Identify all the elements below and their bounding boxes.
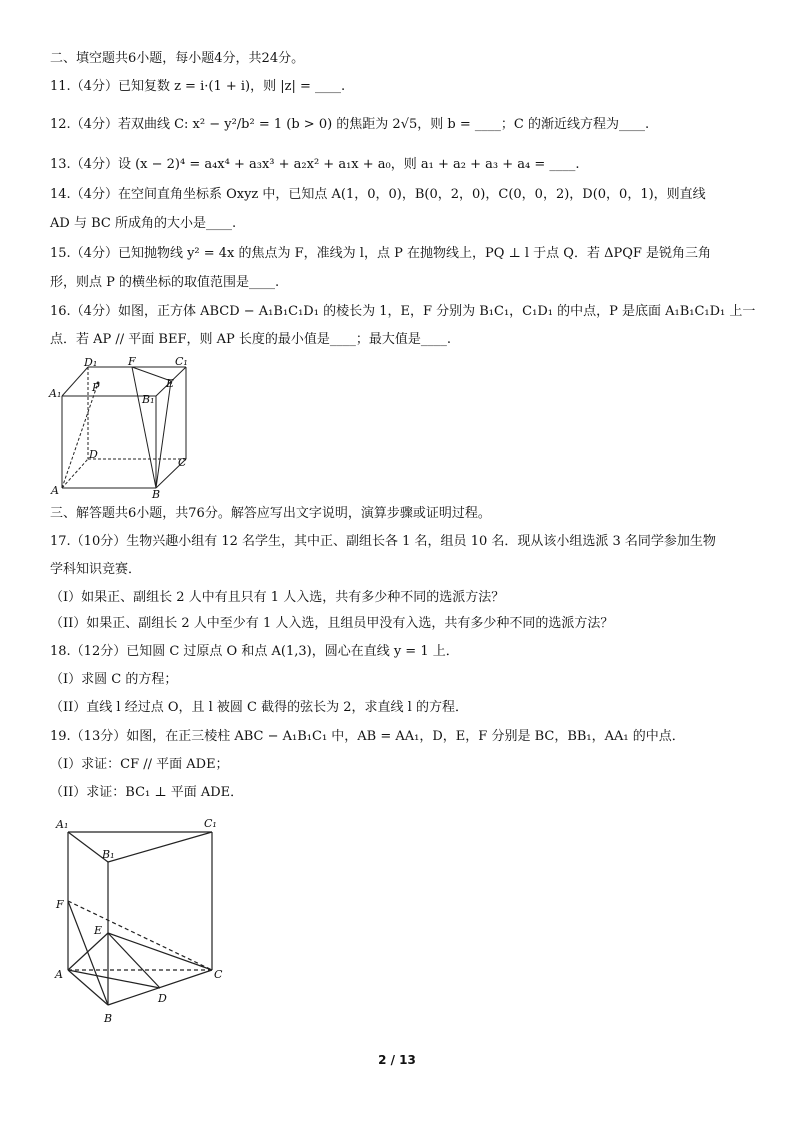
prism-label-a: A — [55, 968, 63, 981]
cube-label-d: D — [89, 448, 98, 461]
cube-label-d1: D₁ — [84, 356, 98, 369]
cube-label-f: F — [128, 355, 136, 368]
prism-label-d: D — [158, 992, 167, 1005]
question-19-part-1: （I）求证：CF // 平面 ADE； — [50, 757, 229, 772]
question-18-part-1: （I）求圆 C 的方程； — [50, 672, 178, 687]
prism-label-c: C — [214, 968, 223, 981]
cube-label-c: C — [178, 456, 187, 469]
question-18-line-1: 18.（12分）已知圆 C 过原点 O 和点 A(1,3)，圆心在直线 y = 1 上． — [50, 644, 459, 659]
prism-label-b1: B₁ — [102, 848, 115, 861]
question-16-line-2: 点．若 AP // 平面 BEF，则 AP 长度的最小值是____；最大值是____. — [50, 332, 452, 347]
cube-label-p: P — [92, 381, 100, 394]
question-14-line-1: 14.（4分）在空间直角坐标系 Oxyz 中，已知点 A(1，0，0)，B(0，2，0)，C(0，0，2)，D(0，0，1)，则直线 — [50, 187, 706, 202]
prism-label-e: E — [94, 924, 103, 937]
page-number: 2 / 13 — [378, 1053, 416, 1067]
prism-label-c1: C₁ — [204, 817, 217, 830]
cube-figure — [48, 355, 198, 500]
question-19-part-2: （II）求证：BC₁ ⊥ 平面 ADE． — [50, 785, 244, 800]
question-15-line-2: 形，则点 P 的横坐标的取值范围是____. — [50, 275, 280, 290]
prism-figure — [50, 812, 230, 1027]
solve-section-header: 三、解答题共6小题，共76分。解答应写出文字说明，演算步骤或证明过程。 — [50, 506, 491, 521]
cube-label-b1: B₁ — [142, 393, 155, 406]
prism-label-a1: A₁ — [56, 818, 69, 831]
prism-label-b: B — [104, 1012, 113, 1025]
question-18-part-2: （II）直线 l 经过点 O，且 l 被圆 C 截得的弦长为 2，求直线 l 的方程． — [50, 700, 468, 715]
question-12: 12.（4分）若双曲线 C: x² − y²/b² = 1 (b > 0) 的焦距为 2√5，则 b = ____；C 的渐近线方程为____. — [50, 117, 650, 132]
question-17-line-2: 学科知识竞赛． — [50, 562, 142, 577]
cube-label-a1: A₁ — [49, 387, 62, 400]
fill-in-section-header: 二、填空题共6小题，每小题4分，共24分。 — [50, 51, 305, 66]
question-16-line-1: 16.（4分）如图，正方体 ABCD − A₁B₁C₁D₁ 的棱长为 1，E，F 分别为 B₁C₁，C₁D₁ 的中点，P 是底面 A₁B₁C₁D₁ 上一 — [50, 304, 756, 319]
question-19-line-1: 19.（13分）如图，在正三棱柱 ABC − A₁B₁C₁ 中，AB = AA₁，D，E，F 分别是 BC，BB₁，AA₁ 的中点． — [50, 729, 685, 744]
prism-label-f: F — [56, 898, 64, 911]
question-17-part-2: （II）如果正、副组长 2 人中至少有 1 人入选，且组员甲没有入选，共有多少种不同的选派方法？ — [50, 616, 614, 631]
question-17-line-1: 17.（10分）生物兴趣小组有 12 名学生，其中正、副组长各 1 名，组员 10 名．现从该小组选派 3 名同学参加生物 — [50, 534, 716, 549]
question-14-line-2: AD 与 BC 所成角的大小是____. — [50, 216, 237, 231]
question-13: 13.（4分）设 (x − 2)⁴ = a₄x⁴ + a₃x³ + a₂x² + a₁x + a₀，则 a₁ + a₂ + a₃ + a₄ = ____. — [50, 157, 580, 172]
cube-label-a: A — [51, 484, 59, 497]
question-15-line-1: 15.（4分）已知抛物线 y² = 4x 的焦点为 F，准线为 l，点 P 在抛物线上，PQ ⊥ l 于点 Q．若 ΔPQF 是锐角三角 — [50, 246, 712, 261]
cube-label-c1: C₁ — [175, 355, 188, 368]
cube-label-b: B — [152, 488, 161, 500]
question-11: 11.（4分）已知复数 z = i·(1 + i)，则 |z| = ____. — [50, 79, 346, 94]
cube-label-e: E — [166, 377, 175, 390]
question-17-part-1: （I）如果正、副组长 2 人中有且只有 1 人入选，共有多少种不同的选派方法？ — [50, 590, 505, 605]
